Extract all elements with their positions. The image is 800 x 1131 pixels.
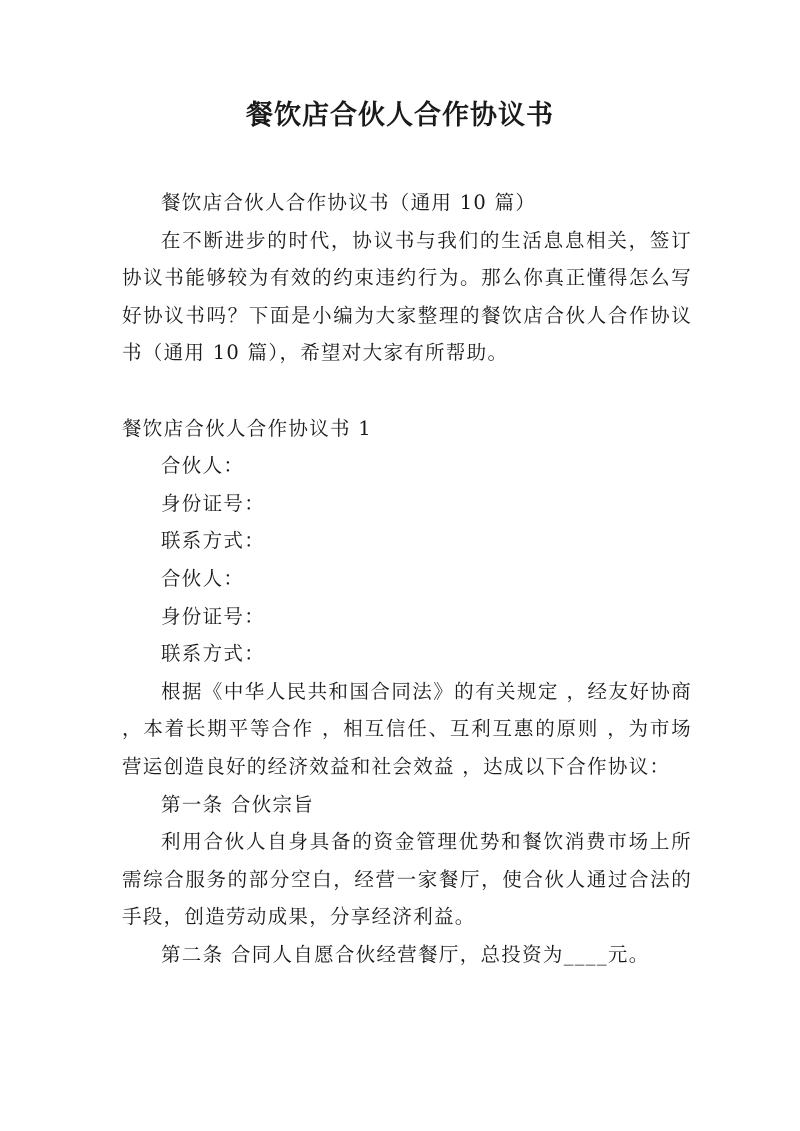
paragraph-spacer (122, 372, 692, 410)
party-b-contact-field: 联系方式： (161, 642, 266, 666)
paragraph-preamble: 根据《中华人民共和国合同法》的有关规定 ，经友好协商 ，本着长期平等合作 ，相互信任、互利互惠的原则 ，为市场营运创造良好的经济效益和社会效益 ，达成以下合作协议： (122, 679, 692, 778)
party-a-name-field: 合伙人： (161, 454, 245, 478)
party-b-id-field: 身份证号： (161, 604, 266, 628)
article-1-body: 利用合伙人自身具备的资金管理优势和餐饮消费市场上所需综合服务的部分空白，经营一家餐厅，使合伙人通过合法的手段，创造劳动成果，分享经济利益。 (122, 830, 692, 929)
paragraph-intro: 在不断进步的时代，协议书与我们的生活息息相关，签订协议书能够较为有效的约束违约行为。那么你真正懂得怎么写好协议书吗？下面是小编为大家整理的餐饮店合伙人合作协议书（通用 10 篇），希望对大家有所帮助。 (122, 228, 692, 365)
article-1-heading: 第一条 合伙宗旨 (161, 792, 315, 816)
document-body (122, 184, 692, 973)
article-2-body: 第二条 合同人自愿合伙经营餐厅，总投资为____元。 (161, 942, 650, 966)
section-heading: 餐饮店合伙人合作协议书 1 (122, 416, 373, 440)
document-title: 餐饮店合伙人合作协议书 (246, 100, 554, 131)
paragraph-subtitle: 餐饮店合伙人合作协议书（通用 10 篇） (161, 191, 537, 214)
party-a-contact-field: 联系方式： (161, 529, 266, 553)
party-a-id-field: 身份证号： (161, 491, 266, 515)
party-b-name-field: 合伙人： (161, 566, 245, 590)
